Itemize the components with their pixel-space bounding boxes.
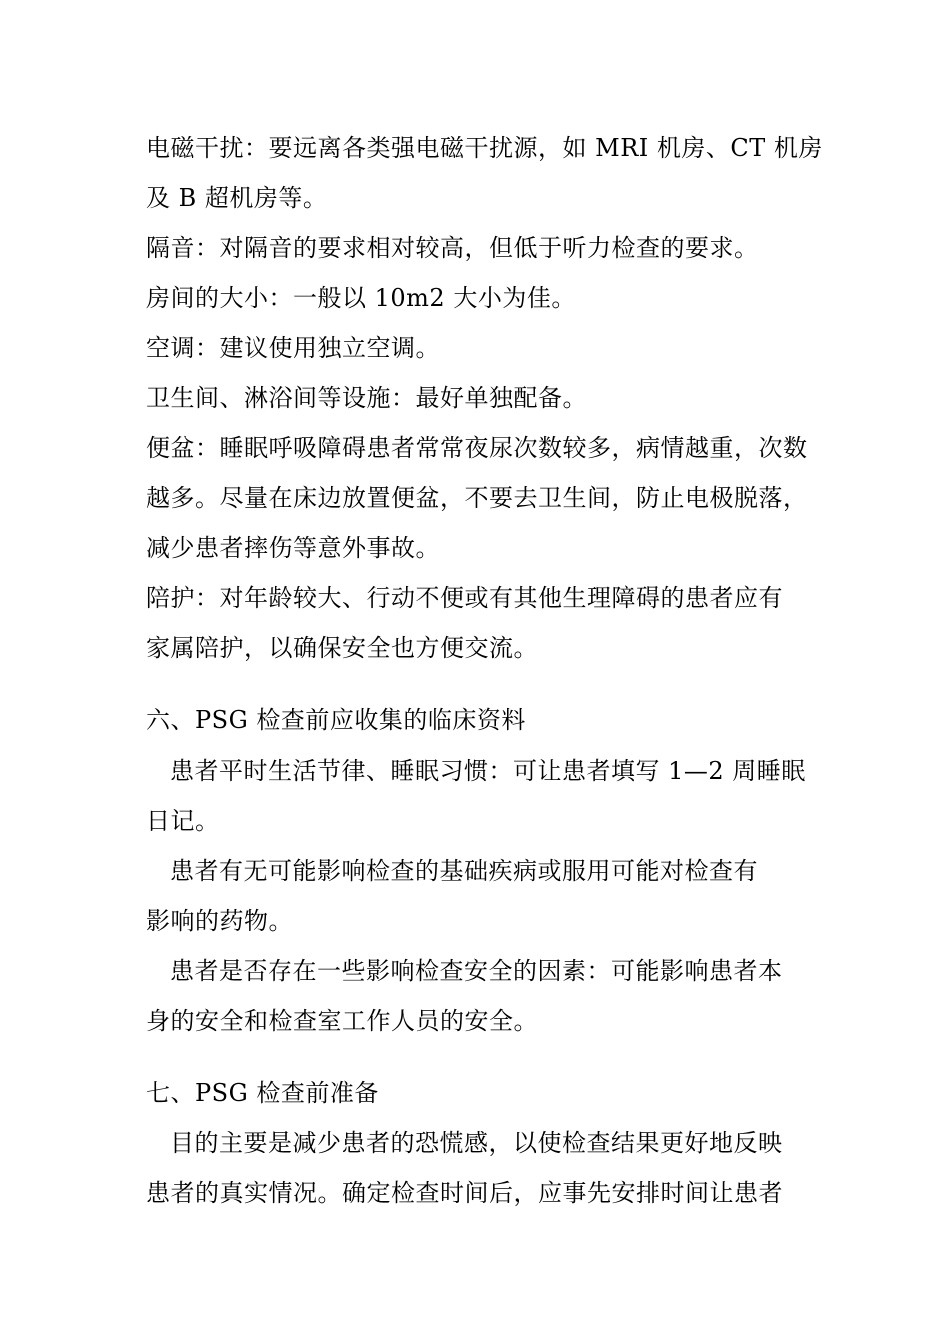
paragraph-escort-line-1: 陪护：对年龄较大、行动不便或有其他生理障碍的患者应有 xyxy=(146,584,783,612)
section-7-purpose-line-2: 患者的真实情况。确定检查时间后，应事先安排时间让患者 xyxy=(146,1179,783,1207)
section-6-heading: 六、PSG 检查前应收集的临床资料 xyxy=(146,706,526,734)
paragraph-room-size: 房间的大小：一般以 10m2 大小为佳。 xyxy=(146,284,576,312)
section-6-diseases-line-1: 患者有无可能影响检查的基础疾病或服用可能对检查有 xyxy=(170,857,758,885)
paragraph-bathroom: 卫生间、淋浴间等设施：最好单独配备。 xyxy=(146,384,587,412)
paragraph-bedpan-line-2: 越多。尽量在床边放置便盆，不要去卫生间，防止电极脱落， xyxy=(146,484,808,512)
section-6-habits-line-2: 日记。 xyxy=(146,807,220,835)
section-6-diseases-line-2: 影响的药物。 xyxy=(146,907,293,935)
section-6-safety-line-2: 身的安全和检查室工作人员的安全。 xyxy=(146,1007,538,1035)
paragraph-electromagnetic-line-1: 电磁干扰：要远离各类强电磁干扰源，如 MRI 机房、CT 机房 xyxy=(146,134,823,162)
section-6-habits-line-1: 患者平时生活节律、睡眠习惯：可让患者填写 1—2 周睡眠 xyxy=(170,757,806,785)
paragraph-aircon: 空调：建议使用独立空调。 xyxy=(146,334,440,362)
section-7-heading: 七、PSG 检查前准备 xyxy=(146,1079,379,1107)
paragraph-soundproof: 隔音：对隔音的要求相对较高，但低于听力检查的要求。 xyxy=(146,234,759,262)
section-7-purpose-line-1: 目的主要是减少患者的恐慌感，以使检查结果更好地反映 xyxy=(170,1129,783,1157)
section-6-safety-line-1: 患者是否存在一些影响检查安全的因素：可能影响患者本 xyxy=(170,957,783,985)
paragraph-electromagnetic-line-2: 及 B 超机房等。 xyxy=(146,184,328,212)
paragraph-bedpan-line-1: 便盆：睡眠呼吸障碍患者常常夜尿次数较多，病情越重，次数 xyxy=(146,434,808,462)
paragraph-bedpan-line-3: 减少患者摔伤等意外事故。 xyxy=(146,534,440,562)
paragraph-escort-line-2: 家属陪护，以确保安全也方便交流。 xyxy=(146,634,538,662)
